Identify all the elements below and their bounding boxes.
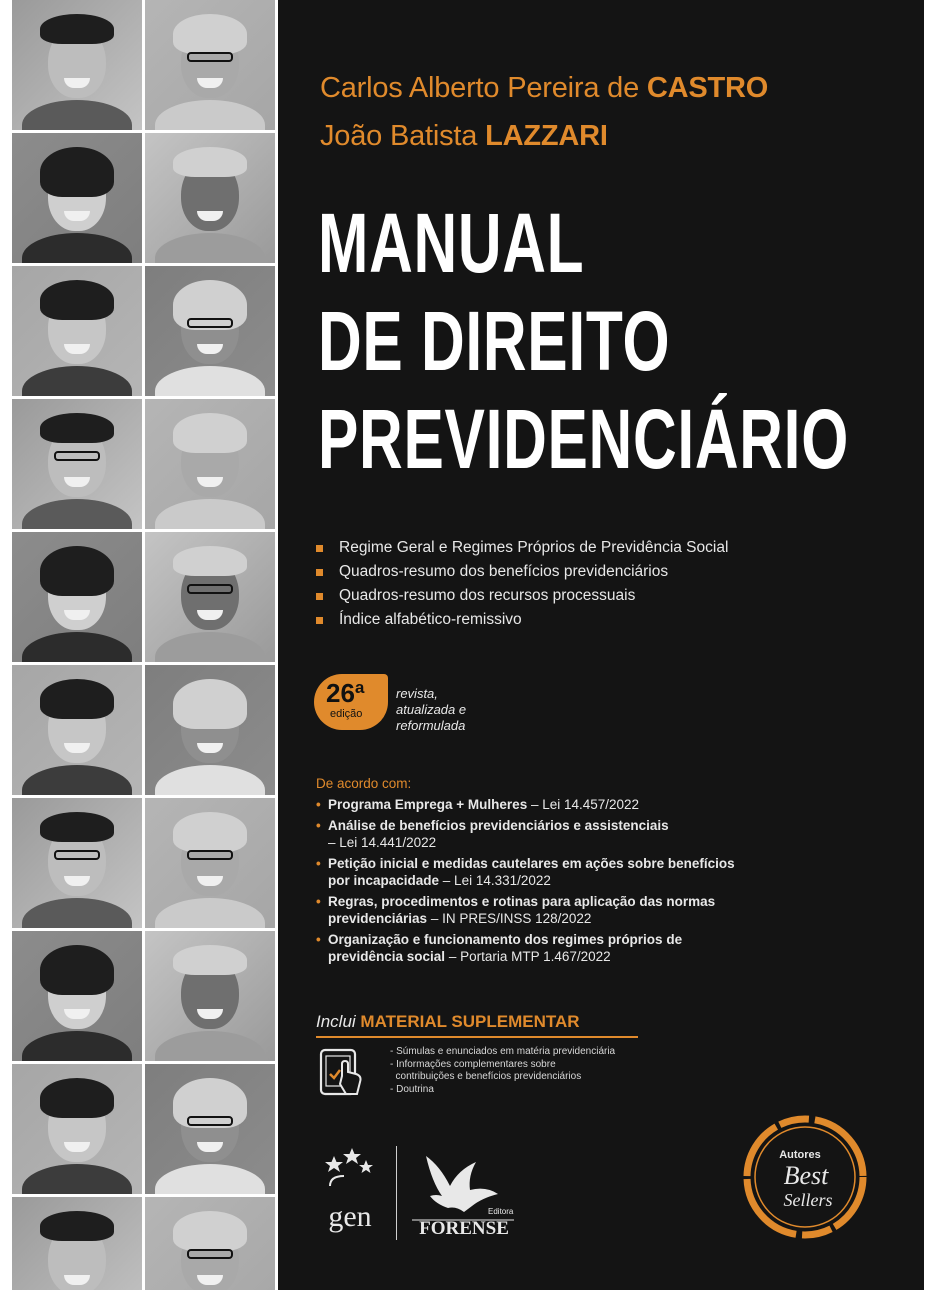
portrait-photo [12,1064,142,1194]
portrait-photo [145,665,275,795]
edition-badge: 26ª edição [314,674,388,730]
edition-note: revista, atualizada e reformulada [396,686,467,733]
portrait-photo [145,266,275,396]
bullet-square-icon [316,593,323,600]
forense-logo [406,1146,516,1242]
feature-item: Quadros-resumo dos benefícios previdenciários [316,560,728,584]
legislation-list [316,776,736,970]
portrait-photo [12,266,142,396]
portrait-photo [145,133,275,263]
legislation-item: • Análise de benefícios previdenciários e assistenciais – Lei 14.441/2022 [316,818,736,851]
publisher-divider [396,1146,397,1240]
portrait-photo [145,798,275,928]
legislation-item: • Programa Emprega + Mulheres – Lei 14.457/2022 [316,797,736,814]
supplement-heading: Inclui MATERIAL SUPLEMENTAR [316,1012,580,1031]
forense-logo-text: FORENSE [419,1218,509,1239]
supplement-list: - Súmulas e enunciados em matéria previdenciária - Informações complementares sobre contribuições e benefícios previdenciários - Doutrina [390,1046,616,1095]
book-cover [12,0,924,1290]
gen-logo [316,1146,386,1242]
portrait-photo [12,1197,142,1290]
portrait-photo [145,399,275,529]
portrait-photo [145,1064,275,1194]
portrait-photo [145,532,275,662]
best-sellers-seal [740,1112,870,1242]
gen-logo-text: gen [328,1200,372,1233]
author-block [320,64,768,160]
portrait-photo [12,0,142,130]
seal-main-text: Best [783,1161,829,1190]
book-title: MANUAL DE DIREITO PREVIDENCIÁRIO [318,196,849,486]
legislation-header: De acordo com: [316,776,412,791]
legislation-item: • Petição inicial e medidas cautelares em ações sobre benefícios por incapacidade – Lei 14.331/2022 [316,856,736,889]
bullet-square-icon [316,545,323,552]
portrait-photo [145,0,275,130]
legislation-item: • Regras, procedimentos e rotinas para aplicação das normas previdenciárias – IN PRES/INSS 128/2022 [316,894,736,927]
tablet-touch-icon [318,1048,366,1098]
feature-list [316,536,728,632]
portrait-grid [12,0,278,1290]
author-1: Carlos Alberto Pereira de CASTRO [320,72,769,104]
author-2: João Batista LAZZARI [320,120,608,152]
feature-item: Regime Geral e Regimes Próprios de Previdência Social [316,536,728,560]
forense-small-text: Editora [488,1207,514,1216]
portrait-photo [12,399,142,529]
feature-item: Quadros-resumo dos recursos processuais [316,584,728,608]
portrait-photo [12,532,142,662]
seal-sub-text: Sellers [783,1190,833,1210]
portrait-photo [12,931,142,1061]
portrait-photo [145,1197,275,1290]
portrait-photo [12,133,142,263]
portrait-photo [12,798,142,928]
bullet-square-icon [316,569,323,576]
bullet-square-icon [316,617,323,624]
portrait-photo [145,931,275,1061]
feature-item: Índice alfabético-remissivo [316,608,728,632]
supplement-underline [316,1036,638,1038]
legislation-item: • Organização e funcionamento dos regimes próprios de previdência social – Portaria MTP 1.467/2022 [316,932,736,965]
seal-top-text: Autores [779,1149,821,1161]
portrait-photo [12,665,142,795]
